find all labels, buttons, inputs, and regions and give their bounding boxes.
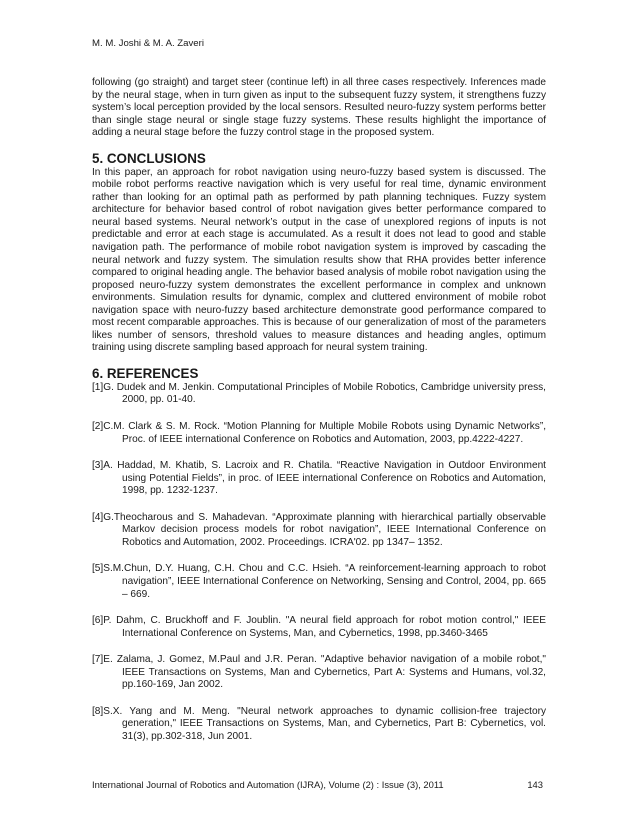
reference-item [92, 512, 546, 550]
references-heading: 6. REFERENCES [92, 365, 199, 381]
reference-item [92, 706, 546, 744]
reference-item [92, 382, 546, 407]
reference-number: [8] [92, 705, 104, 717]
reference-item [92, 654, 546, 692]
intro-paragraph: following (go straight) and target steer (continue left) in all three cases respectively. Inferences made by the neural stage, when in turn given as input to the subsequent fuzzy system, it strengthens fuzzy system’s local perception provided by the local sensors. Resulted neuro-fuzzy system performs better than single stage neural or single stage fuzzy systems. These results highlight the importance of adding a neural stage before the fuzzy control stage in the proposed system. [92, 77, 546, 139]
conclusions-paragraph: In this paper, an approach for robot navigation using neuro-fuzzy based system is discussed. The mobile robot performs reactive navigation which is very useful for real time, dynamic environment rather than looking for an optimal path as performed by path planning techniques. Fuzzy system architecture for behavior based control of robot navigation gives better performance compared to neural based systems. Neural network’s output in the case of unexplored regions of inputs is not predictable and error at each stage is accumulated. As a result it does not lead to good and stable navigation path. The performance of mobile robot navigation system is improved by cascading the neural network and fuzzy system. The simulation results show that RHA provides better inference compared to original heading angle. The behavior based analysis of mobile robot navigation using the proposed neuro-fuzzy system demonstrates the excellent performance in complex and unknown environments. Simulation results for dynamic, complex and cluttered environment of mobile robot navigation space with neuro-fuzzy based architecture demonstrate good performance compared to most recent comparable approaches. This is because of our generalization of most of the parameters likes number of sensors, threshold values to measure distances and heading angles, optimum training using discrete sampling based approach for neural system training. [92, 166, 546, 354]
reference-number: [5] [92, 563, 104, 575]
conclusions-heading: 5. CONCLUSIONS [92, 150, 206, 166]
running-head-authors: M. M. Joshi & M. A. Zaveri [92, 38, 204, 49]
reference-item [92, 563, 546, 601]
reference-text: A. Haddad, M. Khatib, S. Lacroix and R. Chatila. “Reactive Navigation in Outdoor Environment using Potential Fields”, in proc. of IEEE international Conference on Robotics and Automation, 1998, pp. 1232-1237. [103, 460, 546, 497]
page-number: 143 [527, 779, 543, 790]
reference-text: G. Dudek and M. Jenkin. Computational Principles of Mobile Robotics, Cambridge university press, 2000, pp. 01-40. [103, 381, 546, 406]
reference-text: C.M. Clark & S. M. Rock. “Motion Planning for Multiple Mobile Robots using Dynamic Networks”, Proc. of IEEE international Conference on Robotics and Automation, 2003, pp.4222-4227. [103, 421, 546, 445]
reference-number: [7] [92, 654, 104, 666]
reference-number: [6] [92, 615, 104, 627]
reference-item [92, 421, 546, 446]
reference-text: P. Dahm, C. Bruckhoff and F. Joublin. "A neural field approach for robot motion control," IEEE International Conference on Systems, Man, and Cybernetics, 1998, pp.3460-3465 [103, 615, 546, 639]
reference-text: S.X. Yang and M. Meng. "Neural network approaches to dynamic collision-free trajectory generation," IEEE Transactions on Systems, Man, and Cybernetics, Part B: Cybernetics, vol. 31(3), pp.302-318, Jun 2001. [103, 705, 546, 742]
reference-number: [1] [92, 381, 104, 393]
reference-number: [2] [92, 421, 104, 433]
reference-text: G.Theocharous and S. Mahadevan. “Approximate planning with hierarchical partially observable Markov decision process models for robot navigation”, IEEE International Conference on Robotics and Automation, 2002. Proceedings. ICRA'02. pp 1347– 1352. [103, 511, 546, 548]
reference-item [92, 615, 546, 640]
references-list [92, 382, 546, 743]
reference-number: [4] [92, 511, 104, 523]
footer-journal: International Journal of Robotics and Automation (IJRA), Volume (2) : Issue (3), 2011 [92, 779, 444, 790]
body-text [92, 77, 546, 757]
reference-text: E. Zalama, J. Gomez, M.Paul and J.R. Peran. "Adaptive behavior navigation of a mobile robot," IEEE Transactions on Systems, Man and Cybernetics, Part A: Systems and Humans, vol.32, pp.160-169, Jan 2002. [103, 654, 546, 691]
reference-item [92, 460, 546, 498]
paper-page [92, 0, 546, 826]
reference-text: S.M.Chun, D.Y. Huang, C.H. Chou and C.C. Hsieh. “A reinforcement-learning approach to robot navigation”, IEEE International Conference on Networking, Sensing and Control, 2004, pp. 665 – 669. [103, 563, 546, 600]
reference-number: [3] [92, 460, 104, 472]
